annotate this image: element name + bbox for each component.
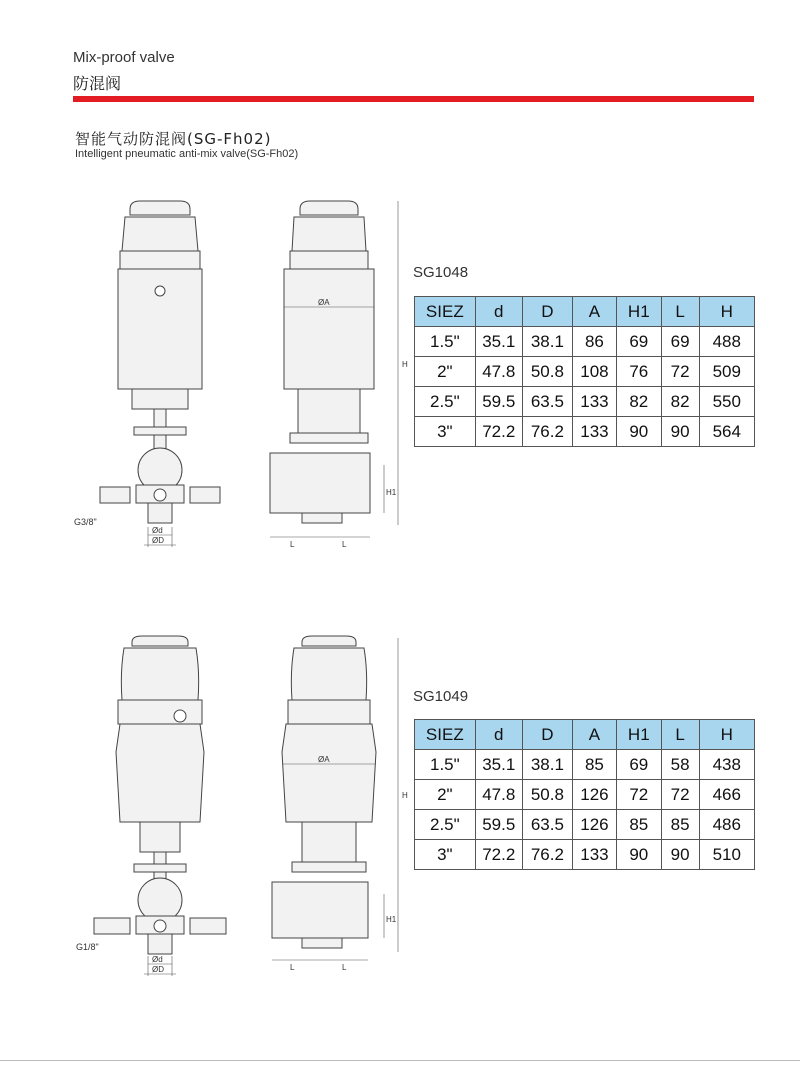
table-cell: 76: [616, 357, 661, 387]
table-cell: 1.5": [415, 327, 476, 357]
table-row: [415, 327, 755, 357]
table-cell: 69: [661, 327, 699, 357]
sg1048-front-view-drawing: [70, 195, 250, 555]
table-cell: 72.2: [475, 417, 522, 447]
col-header: H1: [616, 720, 661, 750]
table-cell: 133: [572, 417, 616, 447]
header-title-cn: 防混阀: [73, 74, 122, 93]
table-cell: 72: [661, 357, 699, 387]
table-cell: 59.5: [475, 810, 522, 840]
sg1049-L-label-right: L: [342, 963, 347, 972]
table-cell: 90: [616, 417, 661, 447]
table-cell: 133: [572, 840, 616, 870]
table-cell: 38.1: [522, 327, 572, 357]
col-header: L: [661, 720, 699, 750]
col-header: SIEZ: [415, 720, 476, 750]
sg1049-A-label: ØA: [318, 755, 330, 764]
table-cell: 509: [699, 357, 754, 387]
section-title-en: Intelligent pneumatic anti-mix valve(SG-Fh02): [75, 148, 299, 160]
table-cell: 72: [616, 780, 661, 810]
table-cell: 69: [616, 327, 661, 357]
table-cell: 2": [415, 780, 476, 810]
table-cell: 3": [415, 840, 476, 870]
table-row: [415, 387, 755, 417]
sg1048-model-label: SG1048: [413, 264, 469, 281]
table-cell: 76.2: [522, 417, 572, 447]
col-header: D: [522, 720, 572, 750]
table-cell: 3": [415, 417, 476, 447]
table-cell: 63.5: [522, 387, 572, 417]
sg1049-d-label: Ød: [152, 955, 163, 964]
sg1049-H-label: H: [402, 791, 408, 800]
table-cell: 126: [572, 810, 616, 840]
table-cell: 47.8: [475, 780, 522, 810]
table-cell: 2": [415, 357, 476, 387]
sg1048-L-label-right: L: [342, 540, 347, 549]
col-header: d: [475, 720, 522, 750]
table-cell: 564: [699, 417, 754, 447]
sg1048-A-label: ØA: [318, 298, 330, 307]
col-header: H: [699, 297, 754, 327]
sg1049-spec-table: [414, 719, 755, 870]
section-title-cn: 智能气动防混阀(SG-Fh02): [75, 130, 272, 148]
table-cell: 63.5: [522, 810, 572, 840]
table-cell: 2.5": [415, 810, 476, 840]
table-cell: 488: [699, 327, 754, 357]
table-row: [415, 780, 755, 810]
table-cell: 38.1: [522, 750, 572, 780]
table-cell: 85: [572, 750, 616, 780]
footer-divider: [0, 1060, 800, 1061]
sg1048-spec-table: [414, 296, 755, 447]
sg1049-D-label: ØD: [152, 965, 164, 974]
table-cell: 82: [616, 387, 661, 417]
table-cell: 69: [616, 750, 661, 780]
col-header: D: [522, 297, 572, 327]
sg1048-d-label: Ød: [152, 526, 163, 535]
table-row: [415, 840, 755, 870]
table-cell: 82: [661, 387, 699, 417]
table-cell: 85: [661, 810, 699, 840]
sg1049-side-view-drawing: [262, 632, 412, 982]
table-cell: 108: [572, 357, 616, 387]
sg1048-port-label: G3/8": [74, 517, 97, 527]
table-row: [415, 417, 755, 447]
table-cell: 58: [661, 750, 699, 780]
table-row: [415, 750, 755, 780]
table-cell: 438: [699, 750, 754, 780]
sg1049-model-label: SG1049: [413, 688, 469, 705]
table-header-row: [415, 297, 755, 327]
col-header: d: [475, 297, 522, 327]
table-cell: 59.5: [475, 387, 522, 417]
sg1048-H1-label: H1: [386, 488, 397, 497]
col-header: SIEZ: [415, 297, 476, 327]
table-cell: 510: [699, 840, 754, 870]
sg1049-port-label: G1/8": [76, 942, 99, 952]
sg1048-side-view-drawing: [262, 195, 412, 555]
table-cell: 50.8: [522, 780, 572, 810]
col-header: L: [661, 297, 699, 327]
table-cell: 90: [616, 840, 661, 870]
table-cell: 72.2: [475, 840, 522, 870]
col-header: H: [699, 720, 754, 750]
table-cell: 90: [661, 417, 699, 447]
sg1048-H-label: H: [402, 360, 408, 369]
col-header: A: [572, 297, 616, 327]
table-cell: 1.5": [415, 750, 476, 780]
sg1048-D-label: ØD: [152, 536, 164, 545]
header-title-en: Mix-proof valve: [73, 49, 175, 66]
table-cell: 72: [661, 780, 699, 810]
sg1049-H1-label: H1: [386, 915, 397, 924]
table-cell: 35.1: [475, 327, 522, 357]
sg1049-L-label-left: L: [290, 963, 295, 972]
table-row: [415, 810, 755, 840]
table-cell: 86: [572, 327, 616, 357]
col-header: H1: [616, 297, 661, 327]
table-cell: 466: [699, 780, 754, 810]
table-header-row: [415, 720, 755, 750]
table-cell: 50.8: [522, 357, 572, 387]
table-cell: 550: [699, 387, 754, 417]
table-cell: 35.1: [475, 750, 522, 780]
col-header: A: [572, 720, 616, 750]
table-cell: 2.5": [415, 387, 476, 417]
table-cell: 76.2: [522, 840, 572, 870]
table-cell: 47.8: [475, 357, 522, 387]
sg1049-front-view-drawing: [70, 632, 250, 982]
table-cell: 126: [572, 780, 616, 810]
sg1048-L-label-left: L: [290, 540, 295, 549]
table-cell: 90: [661, 840, 699, 870]
table-cell: 486: [699, 810, 754, 840]
table-row: [415, 357, 755, 387]
header-divider: [73, 96, 754, 102]
table-cell: 85: [616, 810, 661, 840]
table-cell: 133: [572, 387, 616, 417]
